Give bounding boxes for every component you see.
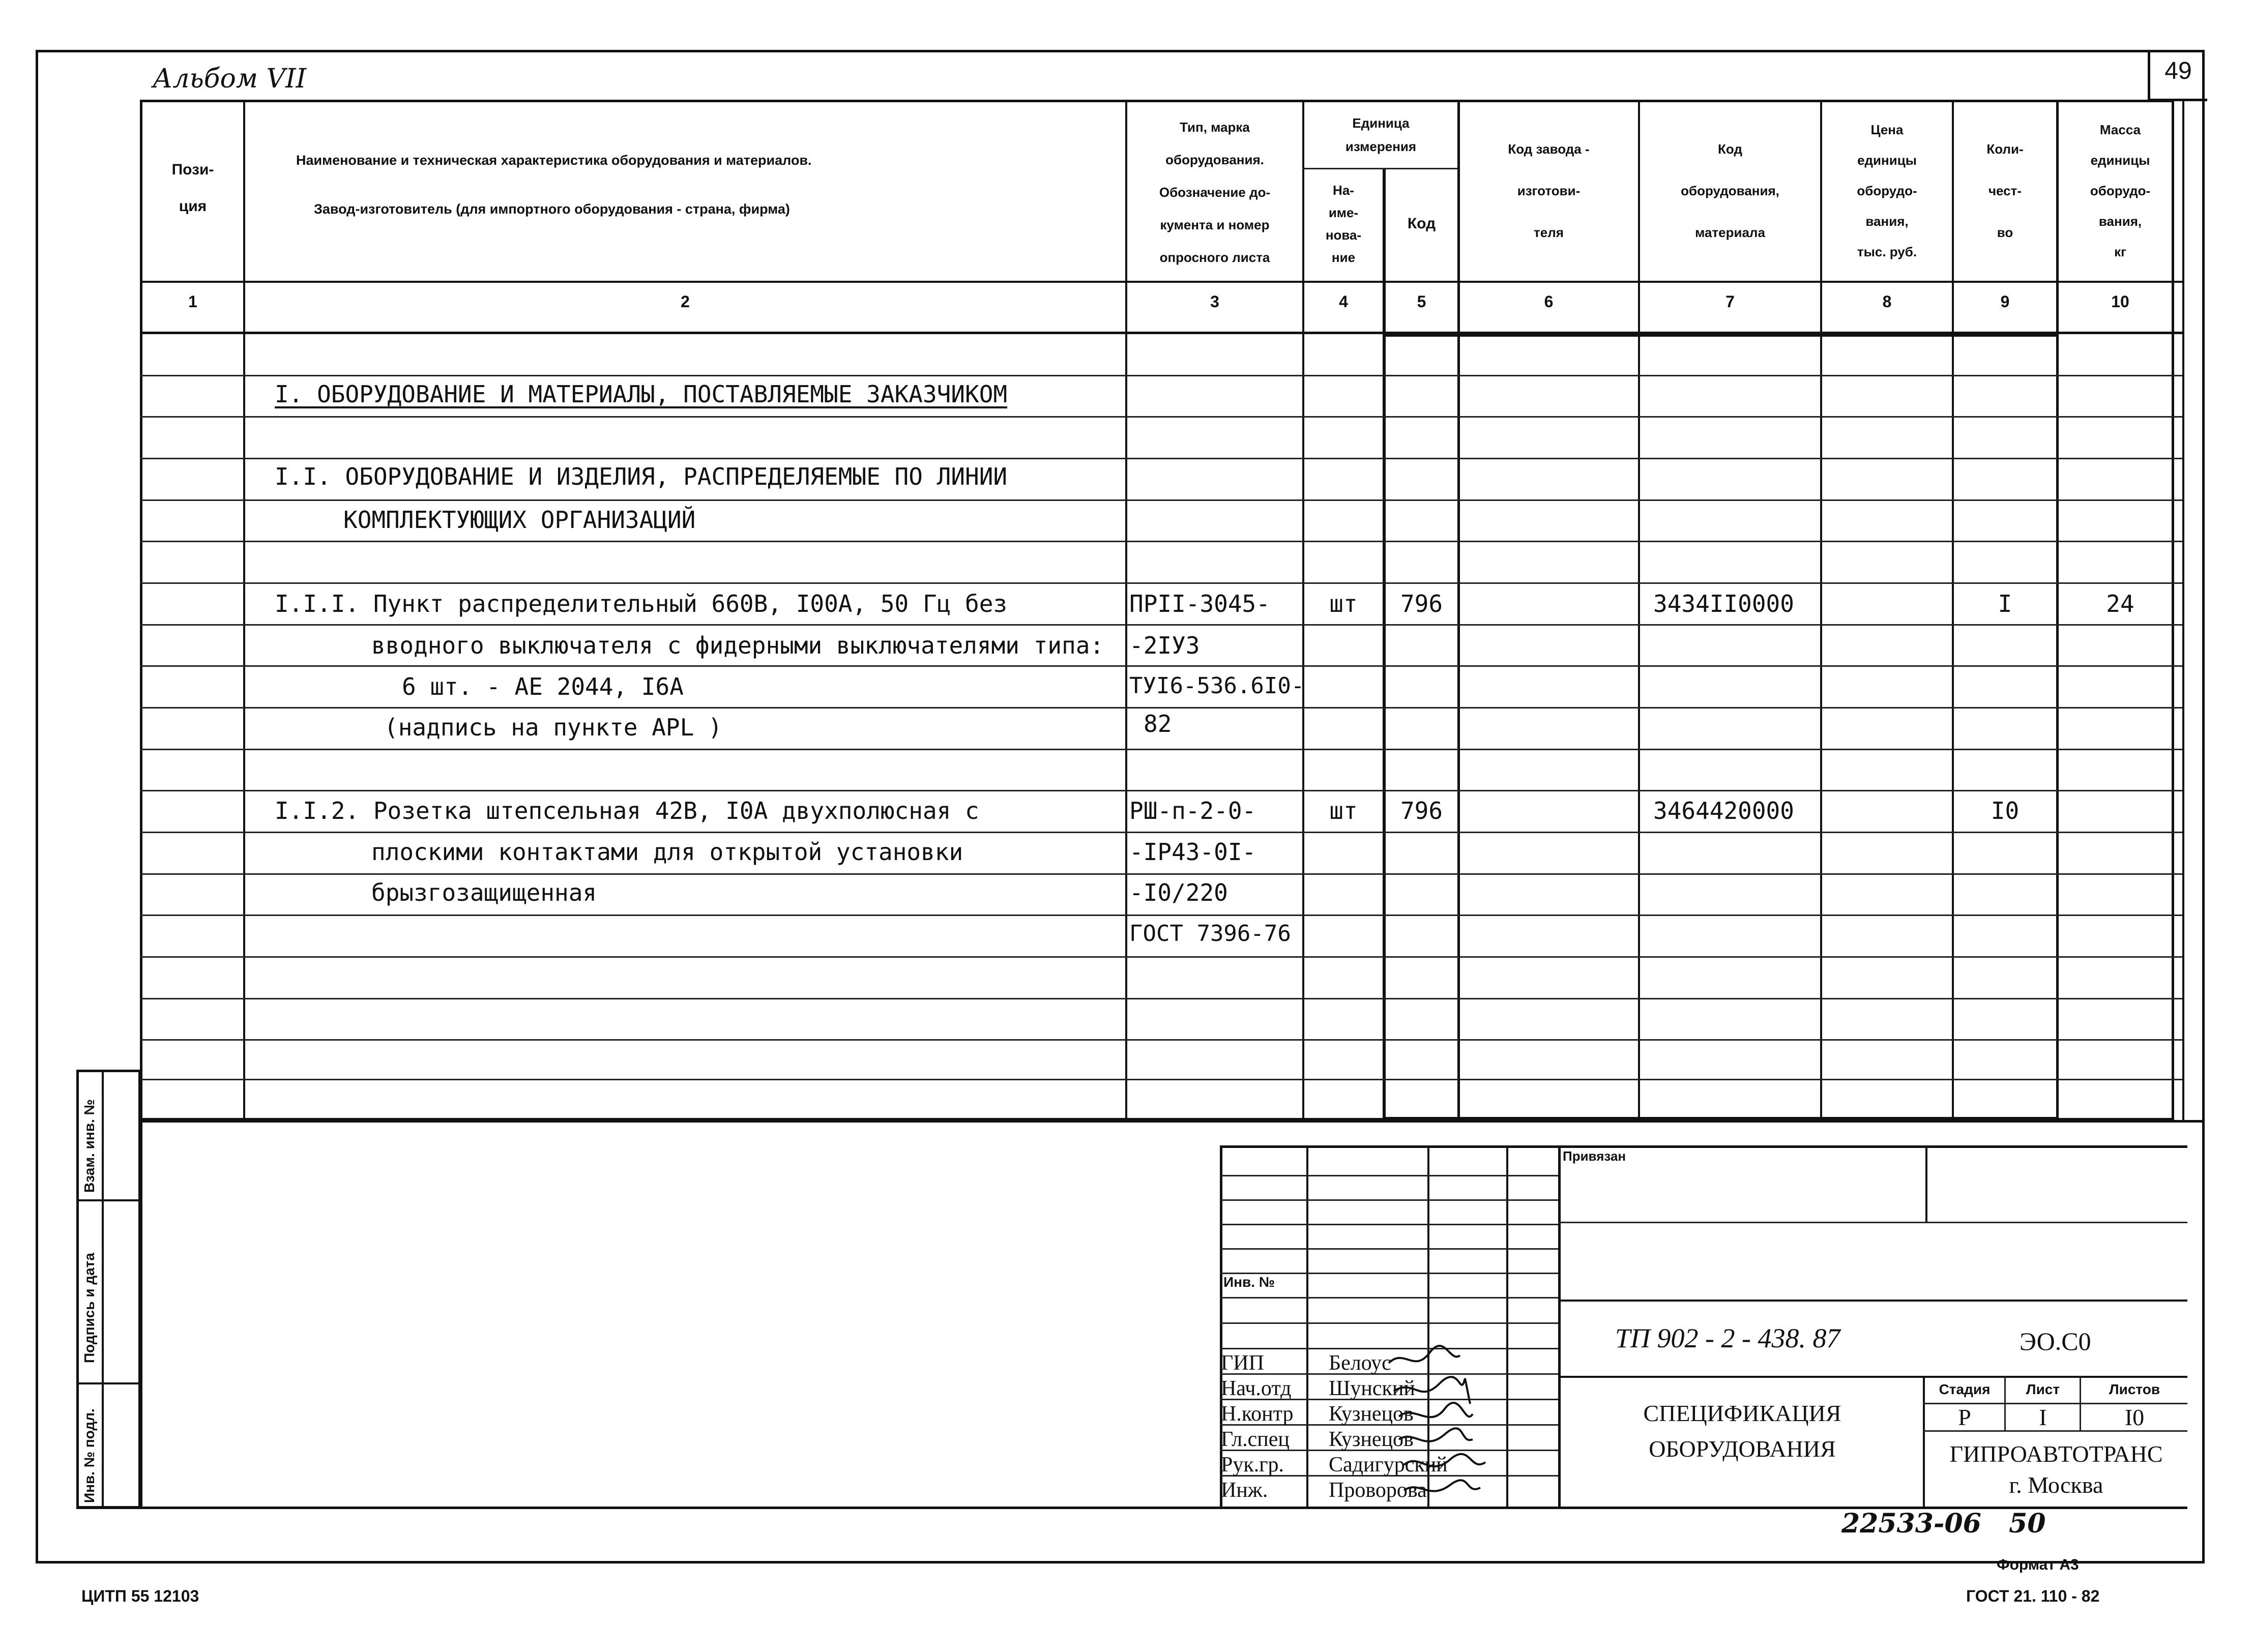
- tb-h: [1220, 1248, 1558, 1250]
- item-1-unit: шт: [1329, 590, 1358, 617]
- tb-role-gip: ГИП: [1221, 1351, 1264, 1375]
- row-line: [140, 914, 2182, 916]
- item-2-unit: шт: [1329, 797, 1358, 824]
- item-2-quantity: I0: [1991, 797, 2020, 824]
- row-line: [140, 665, 2182, 667]
- row-line: [140, 541, 2182, 542]
- item-2-name-line1: I.I.2. Розетка штепсельная 42В, I0А двухполюсная с: [275, 797, 979, 824]
- header-equipment-code: Код оборудования, материала: [1681, 141, 1779, 240]
- item-1-equipment-code: 3434II0000: [1653, 590, 1794, 617]
- tb-role-glspec: Гл.спец: [1221, 1428, 1290, 1451]
- tb-h: [1220, 1199, 1558, 1201]
- colnum-8: 8: [1882, 292, 1892, 311]
- tb-title-line2: ОБОРУДОВАНИЯ: [1649, 1436, 1836, 1462]
- row-line: [140, 1039, 2182, 1041]
- row-line: [140, 582, 2182, 584]
- tb-stage: Р: [1958, 1404, 1971, 1430]
- item-1-type-line2: -2IУ3: [1129, 632, 1200, 659]
- header-position: Пози- ция: [171, 161, 214, 215]
- tb-stage-label: Стадия: [1939, 1381, 1991, 1397]
- citp-label: ЦИТП 55 12103: [81, 1587, 199, 1605]
- item-2-type-line3: -I0/220: [1129, 879, 1228, 906]
- row-line: [140, 499, 2182, 501]
- row-line: [140, 375, 2182, 376]
- row-line: [140, 956, 2182, 958]
- item-1-type-line4: 82: [1144, 710, 1172, 738]
- header-name-line2: Завод-изготовитель (для импортного оборудования - страна, фирма): [314, 201, 790, 217]
- colnum-5: 5: [1417, 292, 1426, 311]
- tb-name-shunsky: Шунский: [1329, 1377, 1415, 1400]
- item-2-type-line4: ГОСТ 7396-76: [1129, 921, 1291, 947]
- tb-h: [1220, 1175, 1558, 1176]
- row-line: [140, 832, 2182, 833]
- tb-name-kuznetsov-2: Кузнецов: [1329, 1428, 1414, 1451]
- tb-org-line2: г. Москва: [2009, 1472, 2103, 1498]
- sidebar-podpis: Подпись и дата: [81, 1253, 97, 1363]
- row-line: [140, 1079, 2182, 1080]
- tb-org-line1: ГИПРОАВТОТРАНС: [1949, 1441, 2163, 1467]
- tb-stage-v2: [2080, 1376, 2081, 1430]
- colnum-2: 2: [681, 292, 690, 311]
- handwritten-number: 22533-06 50: [1841, 1508, 2046, 1539]
- album-label: Альбом VII: [153, 64, 307, 94]
- tb-doc-mark: ЭО.С0: [2020, 1327, 2091, 1355]
- signature-provorova: [1404, 1480, 1480, 1491]
- tb-code-top: [1558, 1300, 2187, 1302]
- table-left-extension: [140, 1119, 142, 1508]
- sidebar-inv: Инв. № подл.: [81, 1408, 97, 1503]
- tb-privyazan-line: [1558, 1222, 2187, 1223]
- row-line: [140, 749, 2182, 750]
- row-line: [140, 998, 2182, 999]
- tb-name-kuznetsov-1: Кузнецов: [1329, 1402, 1414, 1426]
- section-1-1-title-line2: КОМПЛЕКТУЮЩИХ ОРГАНИЗАЦИЙ: [343, 506, 696, 534]
- item-2-unit-code: 796: [1400, 797, 1443, 824]
- colnum-9: 9: [2000, 292, 2010, 311]
- item-1-mass: 24: [2106, 590, 2134, 617]
- tb-sheets-label: Листов: [2109, 1381, 2160, 1397]
- header-unit-group: Единица измерения: [1345, 115, 1417, 154]
- tb-inv-label: Инв. №: [1223, 1274, 1275, 1290]
- signature-sadigursky: [1404, 1454, 1485, 1466]
- item-2-name-line2: плоскими контактами для открытой установки: [371, 838, 963, 866]
- signature-kuznetsov-1: [1399, 1403, 1473, 1417]
- colnum-7: 7: [1725, 292, 1735, 311]
- unit-subheader-line: [1302, 168, 1457, 169]
- colnum-1: 1: [188, 292, 197, 311]
- row-line: [140, 416, 2182, 418]
- item-1-name-line3: 6 шт. - АЕ 2044, I6А: [402, 673, 684, 700]
- bold-box-top: [1383, 334, 2057, 337]
- page-number: 49: [2164, 57, 2192, 84]
- tb-sheet-label: Лист: [2026, 1381, 2060, 1397]
- sidebar-divider: [102, 1070, 104, 1509]
- sidebar-line-1: [76, 1199, 141, 1201]
- tb-privyazan-divider: [1925, 1145, 1927, 1222]
- tb-name-beloys: Белоус: [1329, 1351, 1391, 1375]
- tb-title-line1: СПЕЦИФИКАЦИЯ: [1643, 1400, 1841, 1426]
- tb-sheets: I0: [2124, 1404, 2145, 1430]
- section-1-title: I. ОБОРУДОВАНИЕ И МАТЕРИАЛЫ, ПОСТАВЛЯЕМЫЕ ЗАКАЗЧИКОМ: [275, 380, 1008, 408]
- format-label: Формат А3: [1997, 1556, 2079, 1573]
- signature-kuznetsov-2: [1399, 1428, 1473, 1441]
- row-line: [140, 873, 2182, 875]
- row-line: [140, 458, 2182, 459]
- header-unit-code: Код: [1407, 215, 1436, 232]
- signature-scribbles: [1384, 1343, 1557, 1506]
- table-bottom-line: [140, 1120, 2203, 1123]
- tb-privyazan-label: Привязан: [1563, 1148, 1626, 1164]
- tb-h: [1220, 1297, 1558, 1299]
- item-2-equipment-code: 3464420000: [1653, 797, 1794, 824]
- row-line: [140, 790, 2182, 791]
- signature-beloys: [1389, 1346, 1460, 1363]
- tb-role-nkontr: Н.контр: [1221, 1402, 1294, 1426]
- header-name: [245, 102, 1125, 281]
- item-2-name-line3: брызгозащищенная: [371, 879, 597, 906]
- item-2-type-line1: РШ-п-2-0-: [1129, 797, 1256, 824]
- colnum-3: 3: [1210, 292, 1219, 311]
- colnum-6: 6: [1544, 292, 1554, 311]
- colnum-10: 10: [2111, 292, 2129, 311]
- colnum-4: 4: [1339, 292, 1348, 311]
- header-quantity: Коли- чест- во: [1986, 141, 2024, 240]
- tb-role-nach: Нач.отд: [1221, 1377, 1292, 1400]
- header-bottom-line: [140, 281, 2182, 283]
- header-price: Цена единицы оборудо- вания, тыс. руб.: [1857, 122, 1917, 259]
- section-1-1-title-line1: I.I. ОБОРУДОВАНИЕ И ИЗДЕЛИЯ, РАСПРЕДЕЛЯЕМЫЕ ПО ЛИНИИ: [275, 463, 1008, 490]
- item-1-name-line4: (надпись на пункте APL ): [384, 714, 722, 741]
- item-1-name-line1: I.I.I. Пункт распределительный 660В, I00А, 50 Гц без: [275, 590, 1008, 617]
- gost-label: ГОСТ 21. 110 - 82: [1966, 1587, 2100, 1605]
- item-1-quantity: I: [1998, 590, 2012, 617]
- tb-h: [1220, 1322, 1558, 1324]
- item-1-type-line1: ПРII-3045-: [1129, 590, 1270, 617]
- item-1-name-line2: вводного выключателя с фидерными выключателями типа:: [371, 632, 1104, 659]
- tb-stage-v1: [2004, 1376, 2006, 1430]
- item-1-unit-code: 796: [1400, 590, 1443, 617]
- item-2-type-line2: -IР43-0I-: [1129, 838, 1256, 866]
- tb-role-rukgr: Рук.гр.: [1221, 1453, 1284, 1477]
- header-maker-code: Код завода - изготови- теля: [1508, 141, 1590, 240]
- tb-code-bottom: [1558, 1376, 2187, 1378]
- tb-name-sadigursky: Садигурский: [1329, 1453, 1448, 1477]
- tb-role-inzh: Инж.: [1221, 1479, 1268, 1502]
- header-mass: Масса единицы оборудо- вания, кг: [2090, 122, 2151, 259]
- sidebar-line-2: [76, 1382, 141, 1384]
- col-line-10: [2182, 100, 2184, 1120]
- tb-sheet: I: [2039, 1404, 2047, 1430]
- header-type: Тип, марка оборудования. Обозначение до- кумента и номер опросного листа: [1159, 120, 1271, 265]
- bold-box-bottom: [1383, 1117, 2057, 1120]
- signature-shunsky: [1394, 1377, 1470, 1404]
- row-line: [140, 707, 2182, 709]
- header-name-line1: Наименование и техническая характеристика оборудования и материалов.: [296, 153, 812, 168]
- header-unit-name: На- име- нова- ние: [1325, 183, 1362, 265]
- item-1-type-line3: ТУI6-536.6I0-: [1129, 673, 1305, 699]
- tb-v4: [1558, 1145, 1561, 1508]
- tb-h: [1220, 1224, 1558, 1225]
- tb-name-provorova: Проворова: [1329, 1479, 1427, 1502]
- tb-doc-code: ТП 902 - 2 - 438. 87: [1615, 1323, 1840, 1353]
- row-line: [140, 624, 2182, 626]
- sidebar-vzam: Взам. инв. №: [81, 1099, 97, 1193]
